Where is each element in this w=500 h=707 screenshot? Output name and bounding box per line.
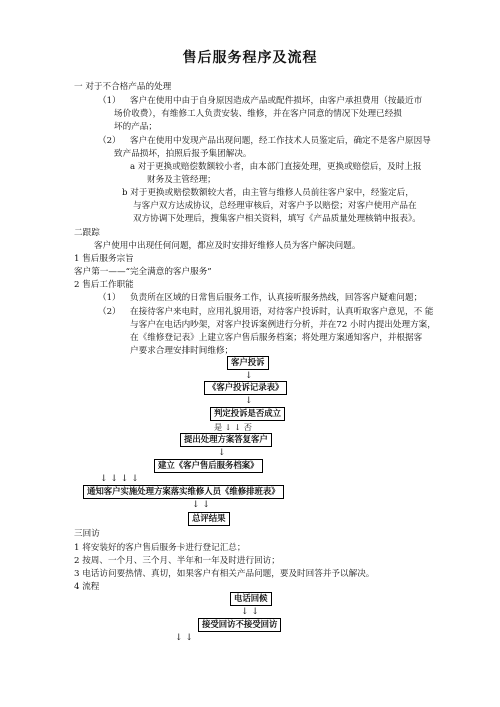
- section-2-heading: 二跟踪: [74, 228, 100, 238]
- s3-item-2: 2 按周、一个月、三个月、半年和一年及时进行回访；: [74, 556, 280, 566]
- s3-item-3: 3 电话访问要热情、真切，如果客户有相关产品问题，要及时回答并予以解决。: [74, 569, 375, 579]
- s1-item-2-line-1: 客户在使用中发现产品出现问题，经工作技术人员鉴定后，确定不是客户原因导: [130, 136, 431, 146]
- flow-arrows-down-group: ↓ ↓ ↓ ↓: [100, 474, 139, 484]
- s2-duty-1-line-1: 负责所在区域的日常售后服务工作，认真接听服务热线，回答客户疑难问题；: [130, 293, 423, 303]
- flow-arrow-down-icon: ↓: [218, 448, 226, 458]
- flow-box-propose-solution: 提出处理方案答复客户: [180, 433, 272, 447]
- s2-duty-2-line-1: 在接待客户来电时，应用礼貌用语，对待客户投诉时，认真听取客户意见，不 能: [130, 307, 434, 317]
- flow-arrows-down-pair: ↓ ↓: [241, 607, 259, 617]
- s1-sub-a-line-2: 财务及主管经理；: [147, 175, 216, 185]
- flow-arrow-down-icon: ↓: [245, 371, 253, 381]
- s2-duty-2-line-4: 户要求合理安排时间维修；: [130, 346, 234, 356]
- s2-item-2-heading: 2 售后工作职能: [74, 280, 134, 290]
- s2-item-1-heading: 1 售后服务宗旨: [74, 254, 134, 264]
- flow-box-notify-customer: 通知客户实施处理方案落实维修人员《维修排班表》: [83, 485, 284, 499]
- flow-arrow-down-icon: ↓: [245, 396, 253, 406]
- s3-item-4: 4 流程: [74, 582, 100, 592]
- flow-yes-no-branch: 是 ↓ ↓ 否: [214, 422, 252, 432]
- s1-sub-b-line-1: b 对于更换或赔偿数额较大者，由主管与维修人员前往客户家中，经鉴定后，: [122, 188, 414, 198]
- section-3-heading: 三回访: [74, 529, 100, 539]
- s1-item-1-line-1: 客户在使用中由于自身原因造成产品或配件损坏，由客户承担费用（按最近市: [130, 96, 423, 106]
- flow-box-complaint-record-form: 《客户投诉记录表》: [204, 381, 287, 395]
- flow-box-evaluation-result: 总评结果: [188, 512, 230, 526]
- s1-sub-a-line-1: a 对于更换或赔偿数额较小者，由本部门直接处理，更换或赔偿后，及时上报: [130, 162, 422, 172]
- s2-duty-1-number: （1）: [98, 293, 121, 303]
- flow-box-create-service-file: 建立《客户售后服务档案》: [154, 459, 263, 473]
- s1-sub-b-line-3: 双方协调下处理后，搜集客户相关资料，填写《产品质量处理核销申报表》。: [133, 214, 421, 224]
- flow-box-judge-complaint: 判定投诉是否成立: [210, 407, 285, 421]
- flow-arrows-down-pair: ↓ ↓: [175, 633, 193, 643]
- s1-item-2-line-2: 致产品损坏，拍照后报予集团解决。: [114, 149, 252, 159]
- s2-duty-2-number: （2）: [98, 307, 121, 317]
- section-1-heading: 一 对于不合格产品的处理: [74, 82, 172, 92]
- flow-arrows-down-pair: ↓ ↓: [192, 500, 210, 510]
- s2-duty-2-line-2: 与客户在电话内吵架，对客户投诉案例进行分析，并在72 小时内提出处理方案，: [130, 320, 436, 330]
- s1-item-1-number: （1）: [98, 96, 121, 106]
- s1-item-1-line-2: 场价收费），有维修工人负责安装、维修，并在客户同意的情况下处理已经损: [114, 109, 402, 119]
- flow-box-phone-visit: 电话回候: [230, 592, 272, 606]
- s2-intro-line: 客户使用中出现任何问题，都应及时安排好维修人员为客户解决问题。: [94, 241, 361, 251]
- document-title: 售后服务程序及流程: [182, 50, 318, 66]
- s2-item-1-text: 客户第一——“完全满意的客户服务”: [74, 267, 212, 277]
- s1-sub-b-line-2: 与客户双方达成协议，总经理审核后，对客户予以赔偿；对客户使用产品在: [133, 201, 417, 211]
- s1-item-1-line-3: 坏的产品；: [114, 122, 157, 132]
- s2-duty-2-line-3: 在《维修登记表》上建立客户售后服务档案；将处理方案通知客户，并根据客: [130, 333, 423, 343]
- s1-item-2-number: （2）: [98, 136, 121, 146]
- flow-box-customer-complaint: 客户投诉: [227, 356, 269, 370]
- flow-box-accept-or-decline: 接受回访不接受回访: [198, 618, 281, 632]
- s3-item-1: 1 将安装好的客户售后服务卡进行登记汇总；: [74, 543, 246, 553]
